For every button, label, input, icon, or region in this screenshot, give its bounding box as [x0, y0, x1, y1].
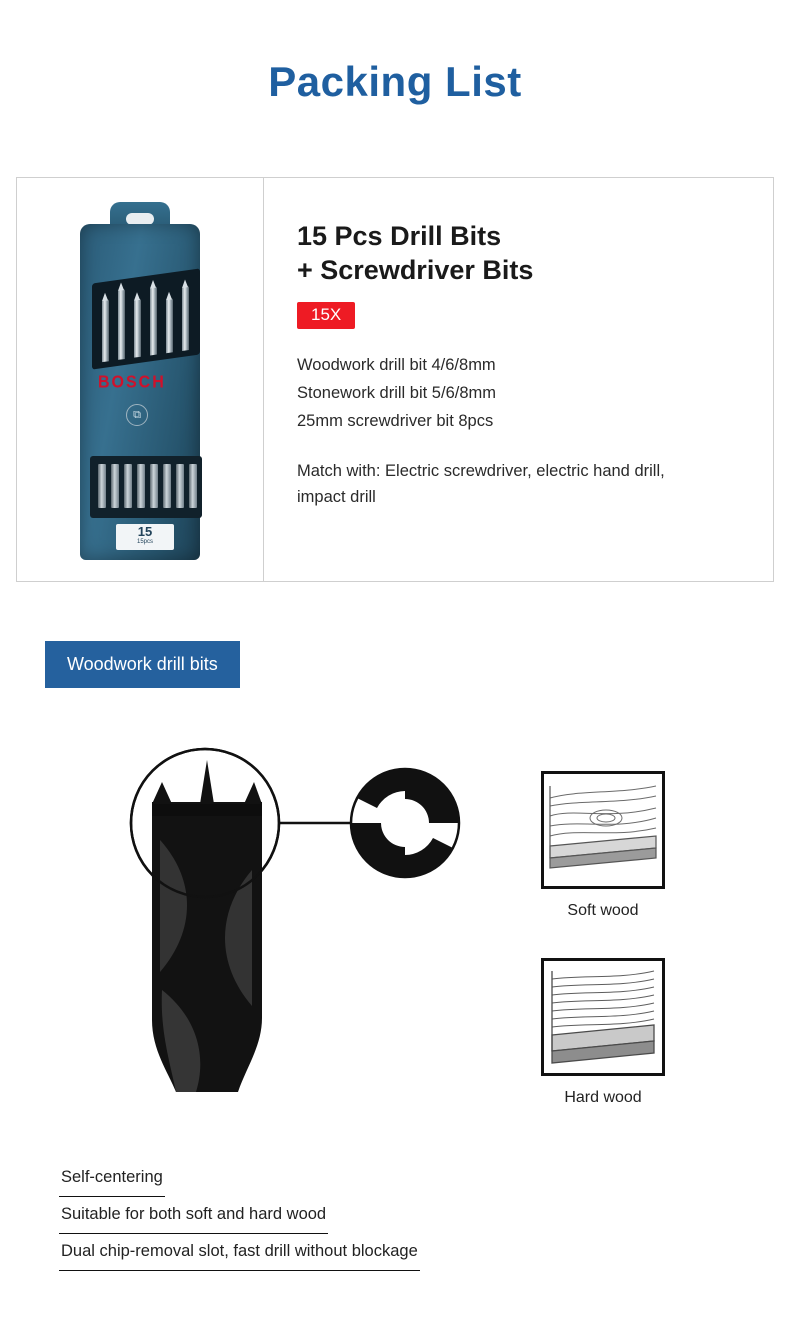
bosch-logo: BOSCH — [98, 373, 166, 392]
product-details-panel — [264, 178, 773, 581]
case-window-screwdriver-bits — [90, 456, 202, 518]
double-insulation-icon: ⧉ — [126, 404, 148, 426]
hard-wood-image — [541, 958, 665, 1076]
quantity-badge: 15X — [297, 302, 355, 329]
feature-item: Self-centering — [59, 1160, 165, 1197]
case-window-drill-bits — [92, 268, 200, 369]
case-badge-text: 15pcs — [136, 539, 153, 545]
page-title: Packing List — [268, 58, 522, 105]
case-piece-count-badge — [116, 524, 174, 550]
soft-wood-caption: Soft wood — [567, 902, 639, 919]
product-image-panel — [17, 178, 264, 581]
product-title — [297, 220, 743, 288]
product-title-line1: 15 Pcs Drill Bits — [297, 221, 502, 251]
drill-bit-diagram — [0, 720, 790, 1120]
product-card — [16, 177, 774, 582]
feature-row — [59, 1197, 579, 1234]
soft-wood-image — [541, 771, 665, 889]
feature-list — [59, 1160, 579, 1271]
compatibility-text: Match with: Electric screwdriver, electric hand drill, impact drill — [297, 461, 665, 507]
spec-list — [297, 351, 743, 436]
feature-item: Suitable for both soft and hard wood — [59, 1197, 328, 1234]
wood-sample-hard — [541, 958, 665, 1107]
spec-item: 25mm screwdriver bit 8pcs — [297, 412, 494, 431]
feature-item: Dual chip-removal slot, fast drill without blockage — [59, 1234, 420, 1271]
wood-sample-soft — [541, 771, 665, 920]
feature-row — [59, 1160, 579, 1197]
feature-row — [59, 1234, 579, 1271]
woodwork-illustration — [0, 720, 790, 1120]
case-body — [80, 224, 200, 560]
spec-item: Woodwork drill bit 4/6/8mm — [297, 355, 496, 374]
hard-wood-caption: Hard wood — [564, 1089, 642, 1106]
bosch-case-illustration — [74, 202, 206, 560]
spec-item: Stonework drill bit 5/6/8mm — [297, 383, 496, 402]
section-tag-woodwork-drill-bits: Woodwork drill bits — [45, 641, 240, 688]
case-badge-number: 15 — [137, 524, 153, 539]
product-title-line2: + Screwdriver Bits — [297, 254, 534, 285]
